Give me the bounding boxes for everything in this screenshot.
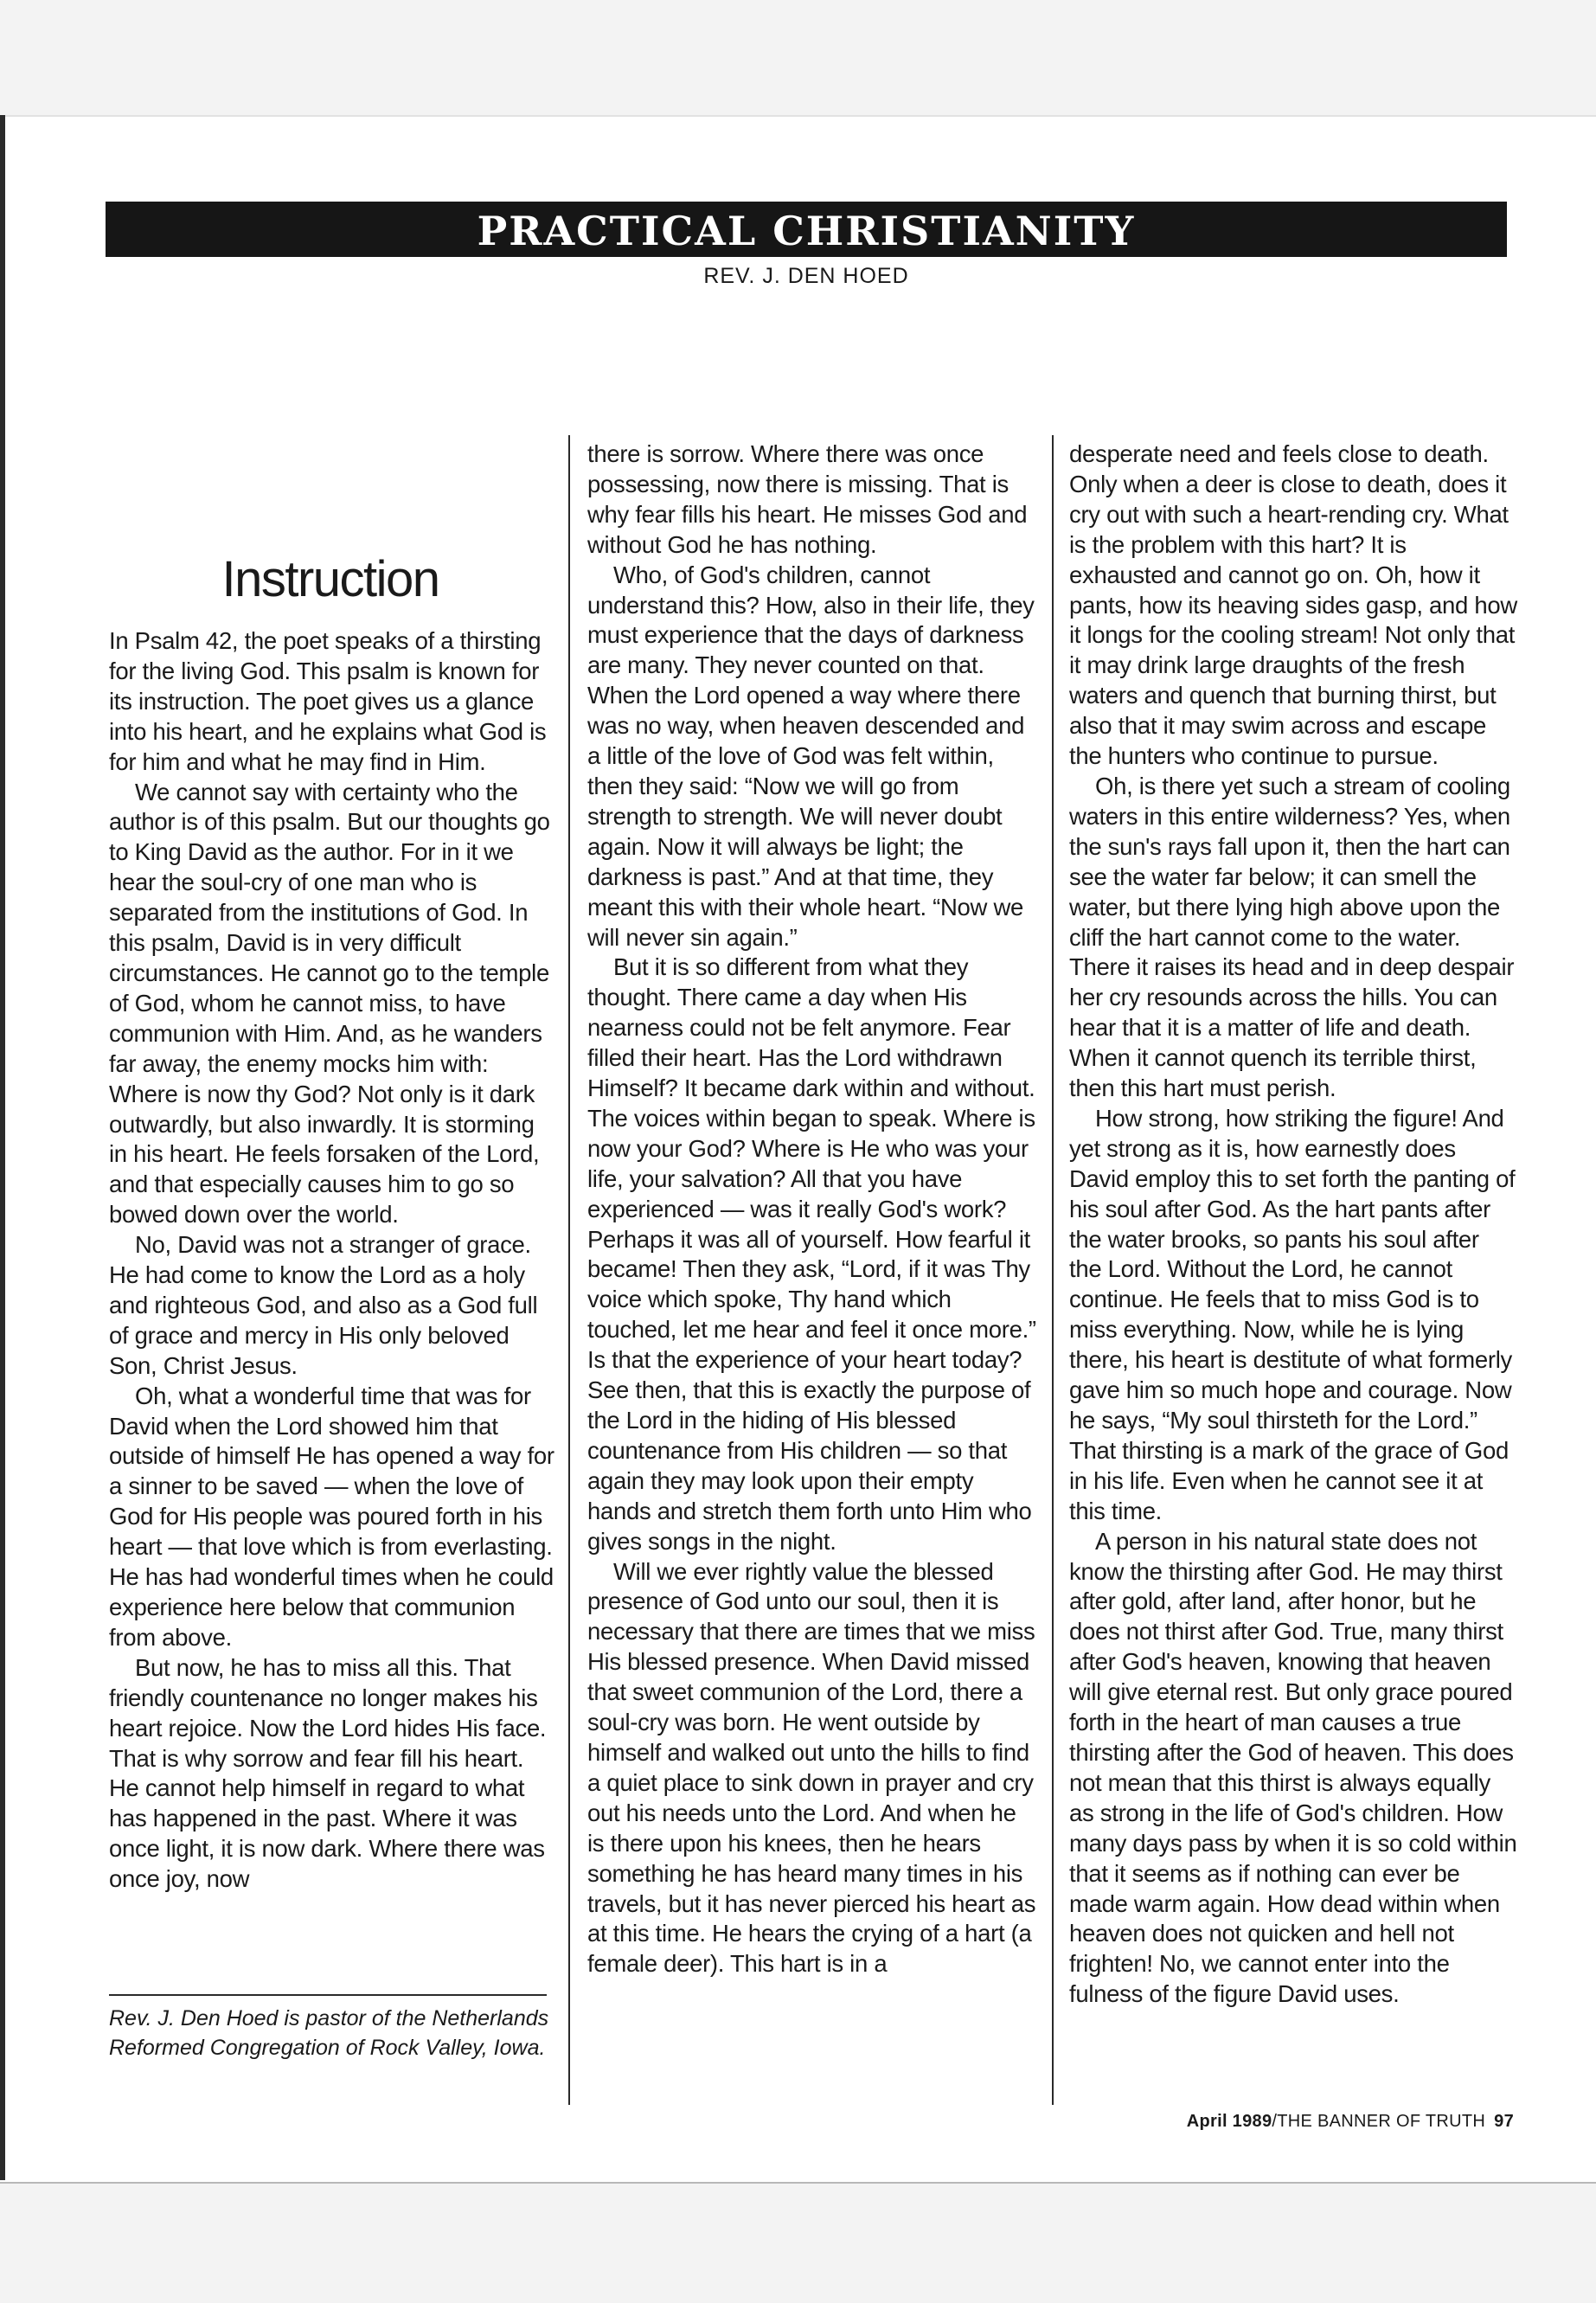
author-note-divider [109, 1994, 547, 1996]
article-column-3 [1069, 439, 1517, 2010]
scan-left-edge [0, 115, 5, 2180]
page-footer [1125, 2112, 1514, 2132]
paragraph: Oh, is there yet such a stream of cooling waters in this entire wilderness? Yes, when the sun's rays fall upon it, then the hart can see the water far below; it can smell the water, but there lying high above upon the cliff the hart cannot come to the water. There it raises its head and in deep despair her cry resounds across the hills. You can hear that it is a matter of life and death. When it cannot quench its terrible thirst, then this hart must perish. [1069, 772, 1515, 1102]
page-number: 97 [1494, 2112, 1514, 2131]
paragraph: But it is so different from what they thought. There came a day when His nearness could not be felt anymore. Fear filled their heart. Has the Lord withdrawn Himself? It became dark within and without. The voices within began to speak. Where is now your God? Where is He who was your life, your salvation? All that you have experienced — was it really God's work? Perhaps it was all of yourself. How fearful it became! Then they ask, “Lord, if it was Thy voice which spoke, Thy hand which touched, let me hear and feel it once more.” Is that the experience of your heart today? See then, that this is exactly the purpose of the Lord in the hiding of His blessed countenance from His children — so that again they may look upon their empty hands and stretch them forth unto Him who gives songs in the night. [587, 953, 1036, 1555]
article-column-1 [109, 626, 557, 1895]
footer-publication: /THE BANNER OF TRUTH [1272, 2112, 1486, 2131]
article-author: REV. J. DEN HOED [703, 264, 909, 288]
paragraph: In Psalm 42, the poet speaks of a thirsting for the living God. This psalm is known for its instruction. The poet gives us a glance into his heart, and he explains what God is for him and what he may find in Him. [109, 627, 547, 775]
paragraph: there is sorrow. Where there was once possessing, now there is missing. That is why fear fills his heart. He misses God and without God he has nothing. [587, 440, 1028, 558]
section-banner: PRACTICAL CHRISTIANITY [106, 202, 1507, 257]
scan-top-margin [0, 0, 1596, 117]
scan-bottom-margin [0, 2182, 1596, 2303]
paragraph: Who, of God's children, cannot understand this? How, also in their life, they must experience that the days of darkness are many. They never counted on that. When the Lord opened a way where there was no way, when heaven descended and a little of the love of God was felt within, then they said: “Now we will go from strength to strength. We will never doubt again. Now it will always be light; the darkness is past.” And at that time, they meant this with their whole heart. “Now we will never sin again.” [587, 561, 1035, 951]
author-note: Rev. J. Den Hoed is pastor of the Netherlands Reformed Congregation of Rock Valley, Iowa. [109, 2006, 549, 2060]
column-divider [1052, 435, 1054, 2105]
paragraph: desperate need and feels close to death. Only when a deer is close to death, does it cry out with such a heart-rending cry. What is the problem with this hart? It is exhausted and cannot go on. Oh, how it pants, how its heaving sides gasp, and how it longs for the cooling stream! Not only that it may drink large draughts of the fresh waters and quench that burning thirst, but also that it may swim across and escape the hunters who continue to pursue. [1069, 440, 1517, 770]
column-divider [568, 435, 570, 2105]
paragraph: Oh, what a wonderful time that was for David when the Lord showed him that outside of himself He has opened a way for a sinner to be saved — when the love of God for His people was poured forth in his heart — that love which is from everlasting. He has had wonderful times when he could experience here below that communion from above. [109, 1382, 554, 1651]
paragraph: But now, he has to miss all this. That friendly countenance no longer makes his heart rejoice. Now the Lord hides His face. That is why sorrow and fear fill his heart. He cannot help himself in regard to what has happened in the past. Where it was once light, it is now dark. Where there was once joy, now [109, 1653, 547, 1893]
paragraph: We cannot say with certainty who the author is of this psalm. But our thoughts go to King David as the author. For in it we hear the soul-cry of one man who is separated from the institutions of God. In this psalm, David is in very difficult circumstances. He cannot go to the temple of God, whom he cannot miss, to have communion with Him. And, as he wanders far away, the enemy mocks him with: Where is now thy God? Not only is it dark outwardly, but also inwardly. It is storming in his heart. He feels forsaken of the Lord, and that especially causes him to go so bowed down over the world. [109, 778, 550, 1228]
article-column-2 [587, 439, 1036, 1979]
footer-date: April 1989 [1186, 2112, 1272, 2131]
article-title: Instruction [221, 550, 439, 607]
paragraph: A person in his natural state does not know the thirsting after God. He may thirst after gold, after land, after honor, but he does not thirst after God. True, many thirst after God's heaven, knowing that heaven will give eternal rest. But only grace poured forth in the heart of man causes a true thirsting after the God of heaven. This does not mean that this thirst is always equally as strong in the life of God's children. How many days pass by when it is so cold within that it seems as if nothing can ever be made warm again. How dead within when heaven does not quicken and hell not frighten! No, we cannot enter into the fulness of the figure David uses. [1069, 1527, 1517, 2008]
paragraph: Will we ever rightly value the blessed presence of God unto our soul, then it is necessary that there are times that we miss His blessed presence. When David missed that sweet communion of the Lord, there a soul-cry was born. He went outside by himself and walked out unto the hills to find a quiet place to sink down in prayer and cry out his needs unto the Lord. And when he is there upon his knees, then he hears something he has heard many times in his travels, but it has never pierced his heart as at this time. He hears the crying of a hart (a female deer). This hart is in a [587, 1557, 1036, 1978]
paragraph: How strong, how striking the figure! And yet strong as it is, how earnestly does David employ this to set forth the panting of his soul after God. As the hart pants after the water brooks, so pants his soul after the Lord. Without the Lord, he cannot continue. He feels that to miss God is to miss everything. Now, while he is lying there, his heart is destitute of what formerly gave him so much hope and courage. Now he says, “My soul thirsteth for the Lord.” That thirsting is a mark of the grace of God in his life. Even when he cannot see it at this time. [1069, 1104, 1516, 1524]
paragraph: No, David was not a stranger of grace. He had come to know the Lord as a holy and righteous God, and also as a God full of grace and mercy in His only beloved Son, Christ Jesus. [109, 1231, 538, 1379]
